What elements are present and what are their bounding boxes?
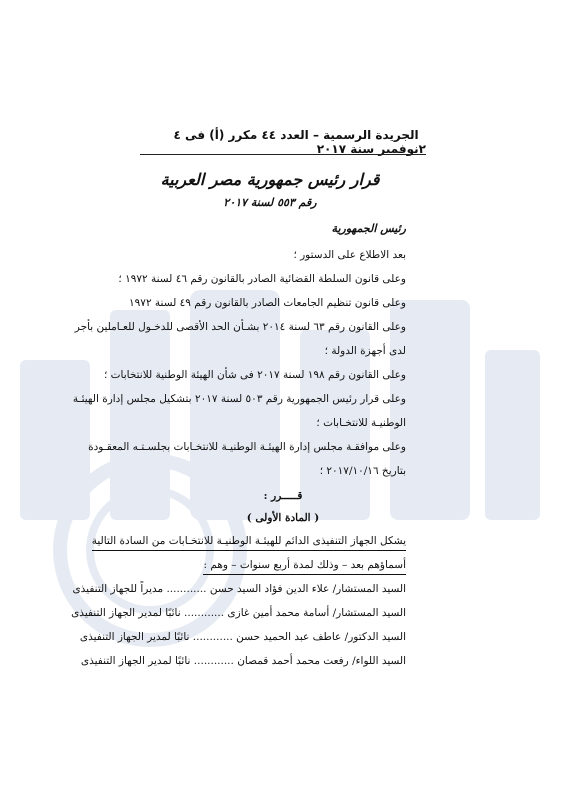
member-line: السيد اللواء/ رفعت محمد أحمد قمصان ............ نائبًا لمدير الجهاز التنفيذى bbox=[80, 655, 406, 667]
member-line: السيد المستشار/ أسامة محمد أمين غازى ............ نائبًا لمدير الجهاز التنفيذى bbox=[71, 607, 406, 619]
page-number: ٢ bbox=[418, 142, 426, 156]
preamble-line: بعد الاطلاع على الدستور ؛ bbox=[293, 249, 406, 261]
preamble-line: الوطنيـة للانتخـابات ؛ bbox=[316, 417, 406, 429]
member-line: السيد الدكتور/ عاطف عبد الحميد حسن ............ نائبًا لمدير الجهاز التنفيذى bbox=[79, 631, 406, 643]
preamble-line: لدى أجهزة الدولة ؛ bbox=[324, 345, 406, 357]
article-line: يشكل الجهاز التنفيذى الدائم للهيئـة الوطنيـة للانتخـابات من السادة التالية bbox=[92, 534, 406, 551]
preamble-line: وعلى قانون السلطة القضائية الصادر بالقانون رقم ٤٦ لسنة ١٩٧٢ ؛ bbox=[118, 273, 406, 285]
preamble-line: وعلى القانون رقم ١٩٨ لسنة ٢٠١٧ فى شأن الهيئة الوطنية للانتخابات ؛ bbox=[103, 369, 406, 381]
preamble-line: وعلى موافقـة مجلس إدارة الهيئـة الوطنيـة للانتخـابات بجلسـتـه المعقـودة bbox=[88, 441, 406, 453]
article-line: أسماؤهم بعد – وذلك لمدة أربع سنوات – وهم : bbox=[203, 558, 406, 575]
decree-number: رقم ٥٥٣ لسنة ٢٠١٧ bbox=[223, 196, 317, 209]
preamble-line: وعلى قرار رئيس الجمهورية رقم ٥٠٣ لسنة ٢٠١٧ بتشكيل مجلس إدارة الهيئـة bbox=[72, 393, 406, 405]
gazette-header bbox=[140, 128, 426, 156]
article-title: ( المادة الأولى ) bbox=[246, 512, 320, 524]
preamble-line: بتاريخ ٢٠١٧/١٠/١٦ ؛ bbox=[319, 465, 406, 477]
decree-title: قرار رئيس جمهورية مصر العربية bbox=[160, 170, 380, 189]
gazette-title: الجريدة الرسمية – العدد ٤٤ مكرر (أ) فى ٤ نوفمبر سنة ٢٠١٧ bbox=[173, 128, 419, 156]
header-rule bbox=[140, 154, 426, 155]
decision-heading: قـــــرر : bbox=[263, 490, 303, 502]
member-line: السيد المستشار/ علاء الدين فؤاد السيد حسن ............ مديراً للجهاز التنفيذى bbox=[72, 583, 406, 595]
preamble-line: وعلى قانون تنظيم الجامعات الصادر بالقانون رقم ٤٩ لسنة ١٩٧٢ bbox=[129, 297, 406, 309]
preamble-line: وعلى القانون رقم ٦٣ لسنة ٢٠١٤ بشـأن الحد الأقصى للدخـول للعـاملين بأجر bbox=[74, 321, 406, 333]
issuer: رئيس الجمهورية bbox=[331, 222, 406, 235]
